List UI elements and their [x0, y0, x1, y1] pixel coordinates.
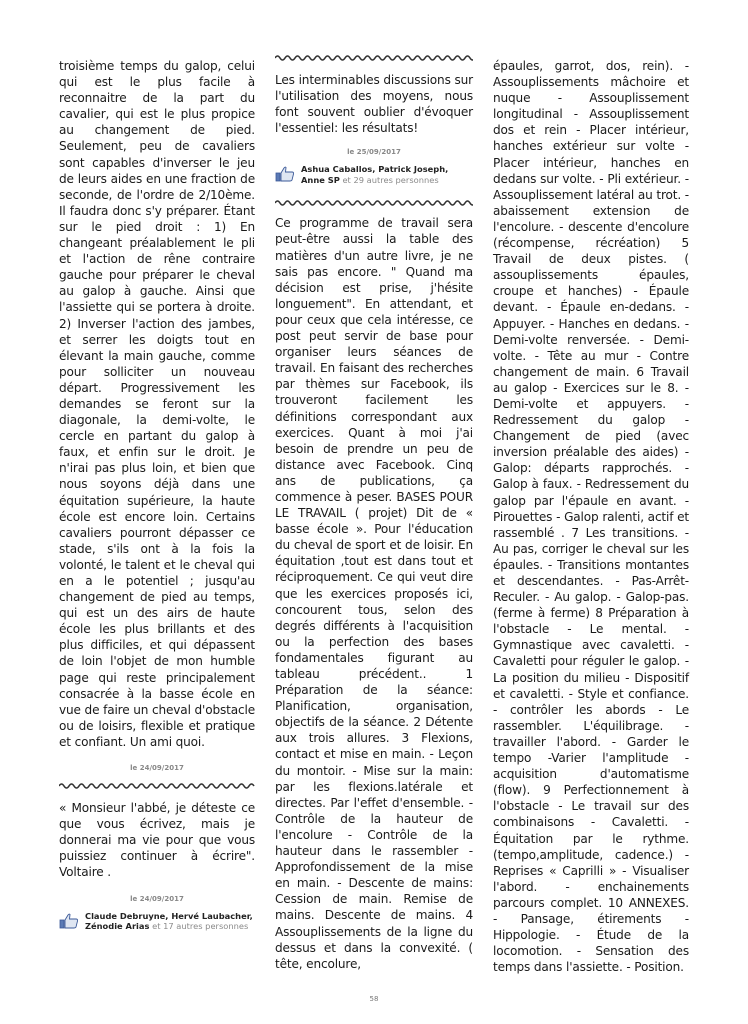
likes-names[interactable]: Ashua Caballos, Patrick Joseph, Anne SP — [301, 164, 449, 185]
post-date: le 24/09/2017 — [130, 894, 184, 903]
likes-names[interactable]: Claude Debruyne, Hervé Laubacher, Zénodie Arias — [85, 910, 253, 931]
post-text: troisième temps du galop, celui qui est le plus facile à reconnaitre de la part du cavalier, qui est le plus propice au changement de pied. Seulement, peu de cavaliers sont capables d'inverser le jeu de leurs aides en une fraction de seconde, de l'ordre de 2/10ème. Il faudra donc s'y préparer. Étant sur le pied droit : 1) En changeant préalablement le pli et l'action de rêne contraire gauche pour préparer le cheval au galop à gauche. Ainsi que l'assiette qui se portera à droite. 2) Inverser l'action des jambes, et serrer les doigts tout en élevant la main gauche, comme pour solliciter un nouveau départ. Progressivement les demandes se feront sur la diagonale, la demi-volte, le cercle en partant du galop à faux, et enfin sur le droit. Je n'irai pas plus loin, et bien que nous soyons déjà dans une équitation supérieure, la haute école est encore loin. Certains cavaliers pourront dépasser ce stade, s'ils ont à la fois la volonté, le talent et le cheval qui en a le potentiel ; jusqu'au changement de pied au temps, qui est un des airs de haute école les plus brillants et des plus difficiles, et qui dépassent de loin l'objet de mon humble page qui reste principalement consacrée à la basse école en vue de faire un cheval d'obstacle ou de loisirs, flexible et pratique et confiant. Un ami quoi. — [59, 59, 255, 749]
likes-row — [275, 164, 473, 185]
wave-divider — [275, 199, 473, 207]
post-date: le 24/09/2017 — [130, 764, 184, 773]
likes-others[interactable]: et 17 autres personnes — [152, 921, 249, 931]
thumbs-up-icon — [275, 166, 295, 182]
wave-divider — [275, 54, 473, 62]
page-number: 58 — [369, 995, 379, 1003]
post-date: le 25/09/2017 — [347, 148, 401, 157]
likes-row — [59, 911, 255, 932]
post-text: Les interminables discussions sur l'utilisation des moyens, nous font souvent oublier d'évoquer l'essentiel: les résultats! — [275, 73, 473, 136]
post-text: « Monsieur l'abbé, je déteste ce que vous écrivez, mais je donnerai ma vie pour que vous puissiez continuer à écrire". Voltaire . — [59, 801, 255, 880]
post-text: Ce programme de travail sera peut-être aussi la table des matières d'un autre livre, je ne sais pas encore. " Quand ma décision est prise, j'hésite longuement". En attendant, et pour ceux que cela intéresse, ce post peut servir de base pour organiser leurs séances de travail. En faisant des recherches par thèmes sur Facebook, ils trouveront facilement les définitions correspondant aux exercices. Quant à moi j'ai besoin de prendre un peu de distance avec Facebook. Cinq ans de publications, ça commence à peser. BASES POUR LE TRAVAIL ( projet) Dit de « basse école ». Pour l'éducation du cheval de sport et de loisir. En équitation ,tout est dans tout et réciproquement. Ce qui veut dire que les exercices proposés ici, concourent tous, selon des degrés différents à l'acquisition ou la perfection des bases fondamentales figurant au tableau précédent.. 1 Préparation de la séance: Planification, organisation, objectifs de la séance. 2 Détente aux trois allures. 3 Flexions, contact et mise en main. - Leçon du montoir. - Mise sur la main: par les flexions.latérale et directes. Par l'effet d'ensemble. - Contrôle de la hauteur de l'encolure - Contrôle de la hauteur dans le rassembler - Approfondissement de la mise en main. - Descente de mains: Cession de main. Remise de mains. Descente de mains. 4 Assouplissements de la ligne du dessus et dans la convexité. ( tête, encolure, — [275, 216, 473, 971]
likes-others[interactable]: et 29 autres personnes — [342, 174, 439, 185]
column-middle — [275, 58, 473, 972]
wave-divider — [59, 782, 255, 790]
post-text: épaules, garrot, dos, rein). - Assouplissements mâchoire et nuque - Assouplissement longitudinal - Assouplissement dos et rein - Placer intérieur, hanches extérieur sur volte - Placer intérieur, hanches en dedans sur volte. - Pli extérieur. - Assouplissement latéral au trot. - abaissement extension de l'encolure. - descente d'encolure (récompense, récréation) 5 Travail de deux pistes. ( assouplissements épaules, croupe et hanches) - Épaule devant. - Épaule en-dedans. - Appuyer. - Hanches en dedans. - Demi-volte renversée. - Demi-volte. - Tête au mur - Contre changement de main. 6 Travail au galop - Exercices sur le 8. - Demi-volte et appuyers. - Redressement du galop - Changement de pied (avec inversion préalable des aides) - Galop: départs rapprochés. - Galop à faux. - Redressement du galop par l'épaule en avant. - Pirouettes - Galop ralenti, actif et rassemblé . 7 Les transitions. - Au pas, corriger le cheval sur les épaules. - Transitions montantes et descendantes. - Pas-Arrêt-Reculer. - Au galop. - Galop-pas. (ferme à ferme) 8 Préparation à l'obstacle - Le mental. - Gymnastique avec cavaletti. - Cavaletti pour réguler le galop. - La position du milieu - Dispositif et cavaletti. - Style et confiance. - contrôler les abords - Le rassembler. L'équilibrage. - travailler l'abord. - Garder le tempo -Varier l'amplitude - acquisition d'automatisme (flow). 9 Perfectionnement à l'obstacle - Le travail sur des combinaisons - Cavaletti. - Équitation par le rythme. (tempo,amplitude, cadence.) - Reprises « Caprilli » - Visualiser l'abord. - enchainements parcours complet. 10 ANNEXES. - Pansage, étirements - Hippologie. - Étude de la locomotion. - Sensation des temps dans l'assiette. - Position. — [493, 59, 689, 975]
thumbs-up-icon — [59, 913, 79, 929]
column-right — [493, 58, 689, 975]
column-left — [59, 58, 255, 932]
